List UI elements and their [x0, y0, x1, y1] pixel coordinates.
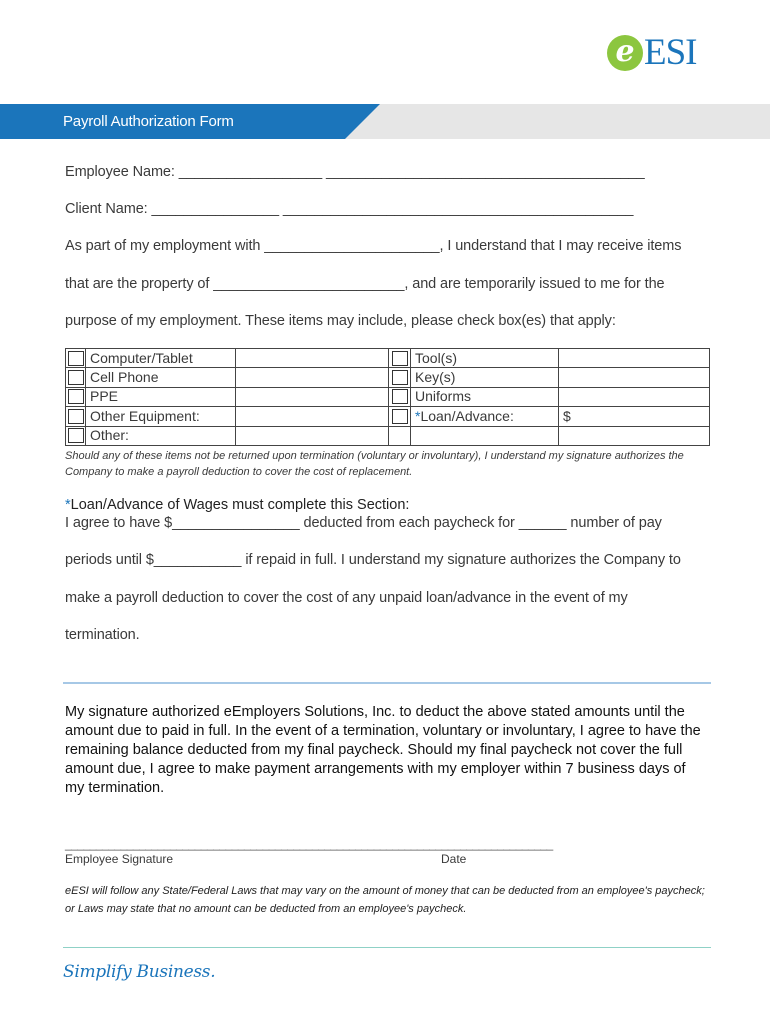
- item-blank[interactable]: [236, 426, 389, 445]
- checkbox-computer-tablet[interactable]: [66, 349, 86, 368]
- item-label: Cell Phone: [86, 368, 236, 387]
- checkbox-box[interactable]: [68, 389, 84, 404]
- item-label: Other Equipment:: [86, 407, 236, 426]
- property-line[interactable]: that are the property of ________________________, and are temporarily issued to me for the: [65, 276, 665, 292]
- checkbox-other[interactable]: [66, 426, 86, 445]
- checkbox-ppe[interactable]: [66, 387, 86, 406]
- loan-line-2[interactable]: periods until $___________ if repaid in full. I understand my signature authorizes the Company to: [65, 552, 681, 568]
- signature-line[interactable]: _______________________________________________________________________________: [65, 837, 553, 851]
- esi-logo: [607, 33, 697, 73]
- purpose-line: purpose of my employment. These items may include, please check box(es) that apply:: [65, 313, 616, 329]
- return-note: Should any of these items not be returned upon termination (voluntary or involuntary), I understand my signature authorizes the Company to make a payroll deduction to cover the cost of replacement.: [65, 450, 684, 478]
- section-divider: [63, 682, 711, 684]
- item-blank[interactable]: [236, 349, 389, 368]
- footer-divider: [63, 947, 711, 948]
- loan-label: Loan/Advance:: [420, 407, 514, 424]
- table-row: [66, 387, 710, 406]
- item-blank: [559, 426, 710, 445]
- table-row: [66, 407, 710, 426]
- table-row: [66, 368, 710, 387]
- loan-line-4: termination.: [65, 627, 140, 643]
- item-label: PPE: [86, 387, 236, 406]
- loan-heading-text: Loan/Advance of Wages must complete this Section:: [70, 497, 410, 513]
- checkbox-box[interactable]: [68, 370, 84, 385]
- item-blank[interactable]: [236, 407, 389, 426]
- employee-signature-label: Employee Signature: [65, 852, 174, 866]
- table-row: [66, 349, 710, 368]
- item-label-loan: [411, 407, 559, 426]
- form-title: Payroll Authorization Form: [63, 113, 234, 130]
- loan-line-1[interactable]: I agree to have $________________ deducted from each paycheck for ______ number of pay: [65, 515, 662, 531]
- checkbox-box[interactable]: [392, 370, 408, 385]
- item-label: Other:: [86, 426, 236, 445]
- checkbox-box[interactable]: [392, 409, 408, 424]
- item-label: Key(s): [411, 368, 559, 387]
- item-label: Uniforms: [411, 387, 559, 406]
- loan-amount[interactable]: $: [559, 407, 710, 426]
- items-checklist-table: [65, 348, 710, 446]
- employee-name-field[interactable]: Employee Name: __________________ ________________________________________: [65, 164, 645, 180]
- item-value[interactable]: [559, 387, 710, 406]
- checkbox-uniforms[interactable]: [389, 387, 411, 406]
- required-star: *: [415, 407, 421, 424]
- checkbox-cell-phone[interactable]: [66, 368, 86, 387]
- checkbox-box[interactable]: [68, 409, 84, 424]
- item-blank: [389, 426, 411, 445]
- client-name-field[interactable]: Client Name: ________________ ____________________________________________: [65, 201, 634, 217]
- checkbox-other-equipment[interactable]: [66, 407, 86, 426]
- loan-section-heading: [65, 497, 409, 513]
- item-label: Computer/Tablet: [86, 349, 236, 368]
- checkbox-loan-advance[interactable]: [389, 407, 411, 426]
- footer-tagline: Simplify Business.: [63, 962, 216, 982]
- logo-text: ESI: [644, 32, 697, 73]
- checkbox-tools[interactable]: [389, 349, 411, 368]
- loan-line-3: make a payroll deduction to cover the cost of any unpaid loan/advance in the event of my: [65, 590, 628, 606]
- required-star: *: [65, 497, 71, 513]
- item-value[interactable]: [559, 368, 710, 387]
- item-blank: [411, 426, 559, 445]
- authorization-paragraph: My signature authorized eEmployers Solutions, Inc. to deduct the above stated amounts until the amount due to paid in full. In the event of a termination, voluntary or involuntary, I agree to have the remaining balance deducted from my final paycheck. Should my final paycheck not cover the full amount due, I agree to make payment arrangements with my employer within 7 business days of my termination.: [65, 704, 701, 796]
- item-blank[interactable]: [236, 368, 389, 387]
- checkbox-keys[interactable]: [389, 368, 411, 387]
- checkbox-box[interactable]: [392, 351, 408, 366]
- item-value[interactable]: [559, 349, 710, 368]
- item-label: Tool(s): [411, 349, 559, 368]
- legal-footnote: eESI will follow any State/Federal Laws that may vary on the amount of money that can be deducted from an employee's paycheck; or Laws may state that no amount can be deducted from an employee's paycheck.: [65, 885, 705, 915]
- item-blank[interactable]: [236, 387, 389, 406]
- date-label: Date: [441, 852, 467, 866]
- checkbox-box[interactable]: [392, 389, 408, 404]
- checkbox-box[interactable]: [68, 351, 84, 366]
- title-banner: [0, 104, 770, 139]
- employment-line[interactable]: As part of my employment with ______________________, I understand that I may receive items: [65, 238, 682, 254]
- table-row: [66, 426, 710, 445]
- logo-mark: e: [607, 35, 643, 71]
- checkbox-box[interactable]: [68, 428, 84, 443]
